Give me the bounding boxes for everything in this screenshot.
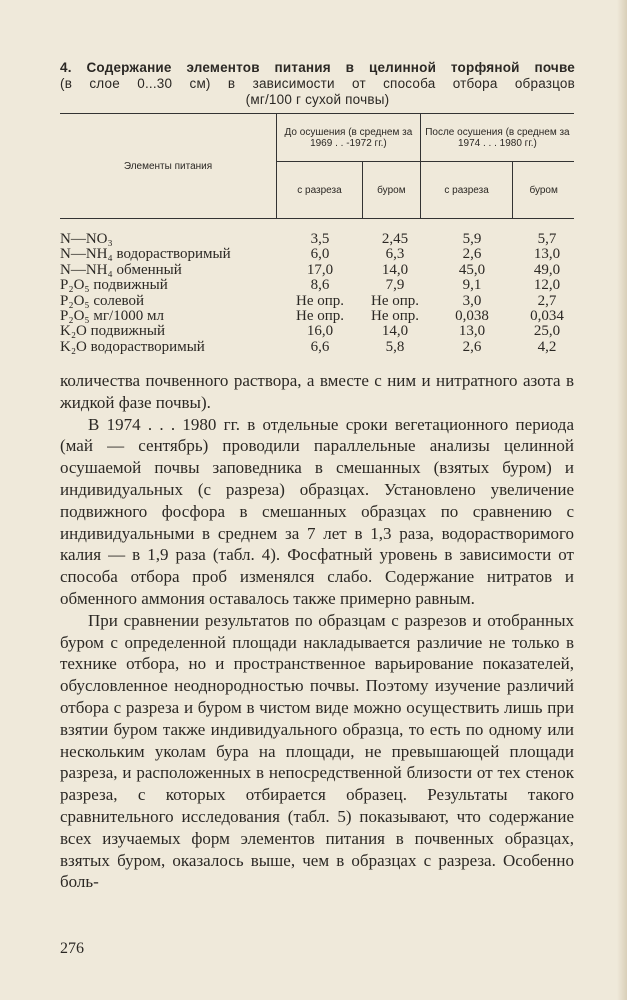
cell-value: 5,9: [462, 231, 482, 247]
cell-value: 3,5: [310, 231, 330, 247]
table-row: [60, 247, 580, 262]
header-pit-after: с разреза: [420, 162, 513, 219]
caption-line-3: (мг/100 г сухой почвы): [245, 92, 390, 107]
cell-value: 5,8: [385, 338, 405, 355]
paragraph-1: количества почвенного раствора, а вместе с ним и нитратного азота в жидкой фазе почвы).: [60, 371, 574, 412]
cell-value: 2,7: [537, 292, 557, 309]
page-edge: [617, 0, 627, 1000]
header-drill-before: буром: [362, 162, 420, 219]
cell-value: 17,0: [306, 261, 334, 278]
table-row: [60, 263, 580, 278]
header-pit-before: с разреза: [277, 162, 363, 219]
cell-value: 9,1: [462, 277, 482, 294]
header-elements: Элементы питания: [60, 114, 277, 219]
cell-value: Не опр.: [370, 307, 420, 324]
cell-value: 14,0: [381, 323, 409, 340]
cell-value: 16,0: [306, 323, 334, 340]
cell-value: 49,0: [533, 261, 561, 278]
cell-value: 13,0: [533, 246, 561, 263]
row-name: K₂O подвижный: [60, 323, 165, 340]
row-name: P₂O₅ солевой: [60, 292, 144, 309]
table-row: [60, 278, 580, 293]
header-after-drainage: После осушения (в среднем за 1974 . . . 1980 гг.): [420, 114, 574, 162]
nutrient-table: [60, 113, 574, 219]
cell-value: 13,0: [458, 323, 486, 340]
cell-value: 45,0: [458, 261, 486, 278]
cell-value: 12,0: [533, 277, 561, 294]
table-body: [60, 232, 580, 355]
row-name: N—NO₃: [60, 231, 113, 247]
row-name: P₂O₅ мг/1000 мл: [60, 307, 164, 324]
cell-value: 14,0: [381, 261, 409, 278]
cell-value: 5,7: [537, 231, 557, 247]
row-name: K₂O водорастворимый: [60, 338, 205, 355]
row-name: N—NH₄ обменный: [60, 261, 182, 278]
cell-value: Не опр.: [295, 307, 345, 324]
table-row: [60, 232, 580, 247]
caption-line-1: 4. Содержание элементов питания в целинной торфяной почве: [60, 60, 575, 75]
table-row: [60, 309, 580, 324]
cell-value: 0,038: [455, 307, 489, 324]
cell-value: 25,0: [533, 323, 561, 340]
table-row: [60, 340, 580, 355]
cell-value: 2,45: [381, 231, 409, 247]
cell-value: 2,6: [462, 246, 482, 263]
cell-value: Не опр.: [370, 292, 420, 309]
header-drill-after: буром: [513, 162, 574, 219]
cell-value: Не опр.: [295, 292, 345, 309]
cell-value: 6,3: [385, 246, 405, 263]
caption-line-2: (в слое 0...30 см) в зависимости от способа отбора образцов: [60, 76, 575, 91]
paragraph-3: При сравнении результатов по образцам с разрезов и отобранных буром с определенной площади накладывается различие не только в технике отбора, но и пространственное варьирование показателей, обусловленное неоднородностью почвы. Поэтому изучение различий отбора с разреза и буром в чистом виде можно осуществить лишь при взятии буром также индивидуального образца, то есть по одному или нескольким уколам бура на площади, не превышающей площади разреза, и расположенных в непосредственной близости от тех стенок разреза, с которых отбирается образец. Результаты такого сравнительного исследования (табл. 5) показывают, что содержание всех изучаемых форм элементов питания в почвенных образцах, взятых буром, оказалось выше, чем в образцах с разреза. Особенно боль-: [60, 610, 574, 892]
cell-value: 6,0: [310, 246, 330, 263]
cell-value: 7,9: [385, 277, 405, 294]
table-caption: [60, 60, 575, 108]
table-row: [60, 324, 580, 339]
page-number: 276: [60, 940, 84, 957]
cell-value: 4,2: [537, 338, 557, 355]
row-name: N—NH₄ водорастворимый: [60, 246, 231, 263]
cell-value: 6,6: [310, 338, 330, 355]
header-before-drainage: До осушения (в среднем за 1969 . . -1972 гг.): [277, 114, 421, 162]
row-name: P₂O₅ подвижный: [60, 277, 168, 294]
body-text: [60, 370, 574, 893]
paragraph-2: В 1974 . . . 1980 гг. в отдельные сроки вегетационного периода (май — сентябрь) проводили параллельные анализы целинной осушаемой почвы заповедника в смешанных (взятых буром) и индивидуальных (с разреза) образцах. Установлено увеличение подвижного фосфора в смешанных образцах по сравнению с индивидуальными в среднем за 7 лет в 1,3 раза, водорастворимого калия — в 1,9 раза (табл. 4). Фосфатный уровень в зависимости от способа отбора проб изменялся слабо. Содержание нитратов и обменного аммония оставалось также примерно равным.: [60, 414, 574, 608]
cell-value: 0,034: [530, 307, 564, 324]
cell-value: 3,0: [462, 292, 482, 309]
cell-value: 8,6: [310, 277, 330, 294]
cell-value: 2,6: [462, 338, 482, 355]
table-row: [60, 294, 580, 309]
